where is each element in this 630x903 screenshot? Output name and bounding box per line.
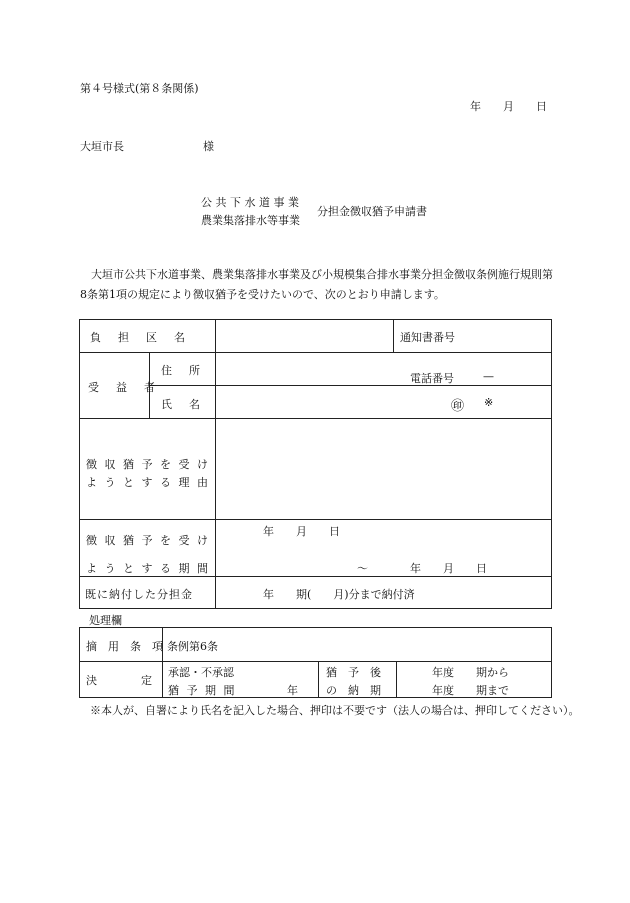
approve-checkbox-text[interactable]: 承認・不承認 xyxy=(168,666,234,679)
name-field[interactable] xyxy=(217,386,447,417)
after-grace-label-2: の 納 期 xyxy=(326,684,381,697)
intro-paragraph: 大垣市公共下水道事業、農業集落排水事業及び小規模集合排水事業分担金徴収条例施行規則第8条第1項の規定により徴収猶予を受けたいので、次のとおり申請します。 xyxy=(80,268,553,301)
phone-label: 電話番号 xyxy=(410,372,454,385)
after-grace-until[interactable]: 年度 期まで xyxy=(432,684,509,697)
asterisk-mark: ※ xyxy=(484,396,494,409)
paid-label: 既に納付した分担金 xyxy=(85,588,193,601)
period-from[interactable]: 年 月 日 xyxy=(263,525,340,538)
title-line-1: 公 共 下 水 道 事 業 xyxy=(201,196,299,209)
applicable-value: 条例第6条 xyxy=(167,640,218,653)
notice-number-label: 通知書番号 xyxy=(400,331,455,344)
period-tilde: ～ xyxy=(357,562,368,575)
burden-area-label: 負 担 区 名 xyxy=(90,331,188,344)
title-line-2: 農業集落排水等事業 xyxy=(201,214,300,227)
paid-value[interactable]: 年 期( 月)分まで納付済 xyxy=(263,588,415,601)
title-suffix: 分担金徴収猶予申請書 xyxy=(317,205,427,218)
grace-period-label: 猶 予 期 間 xyxy=(168,684,237,697)
form-number: 第４号様式(第８条関係) xyxy=(80,82,199,95)
address-label: 住 所 xyxy=(161,364,203,377)
name-label: 氏 名 xyxy=(161,398,203,411)
burden-area-field[interactable] xyxy=(217,320,391,351)
reason-label-1: 徴 収 猶 予 を 受 け xyxy=(86,458,210,471)
period-label-1: 徴 収 猶 予 を 受 け xyxy=(86,534,210,547)
period-to[interactable]: 年 月 日 xyxy=(410,562,487,575)
decision-label: 決 定 xyxy=(86,674,152,687)
processing-heading: 処理欄 xyxy=(89,614,122,627)
phone-dash: — xyxy=(483,370,494,383)
after-grace-from[interactable]: 年度 期から xyxy=(432,666,509,679)
honorific: 様 xyxy=(203,140,214,153)
reason-label-2: よ う と す る 理 由 xyxy=(86,476,210,489)
footnote: ※本人が、自署により氏名を記入した場合、押印は不要です（法人の場合は、押印してください）。 xyxy=(90,704,580,717)
beneficiary-label: 受 益 者 xyxy=(88,381,158,394)
date-line: 年 月 日 xyxy=(470,100,547,113)
seal-mark: ㊞ xyxy=(451,399,465,414)
addressee: 大垣市長 xyxy=(80,140,124,153)
grace-year-unit: 年 xyxy=(287,684,298,697)
reason-field[interactable] xyxy=(217,419,550,518)
period-label-2: よ う と す る 期 間 xyxy=(86,562,210,575)
address-field[interactable] xyxy=(217,353,550,384)
after-grace-label-1: 猶 予 後 xyxy=(326,666,381,679)
applicable-label: 摘 用 条 項 xyxy=(86,640,163,653)
